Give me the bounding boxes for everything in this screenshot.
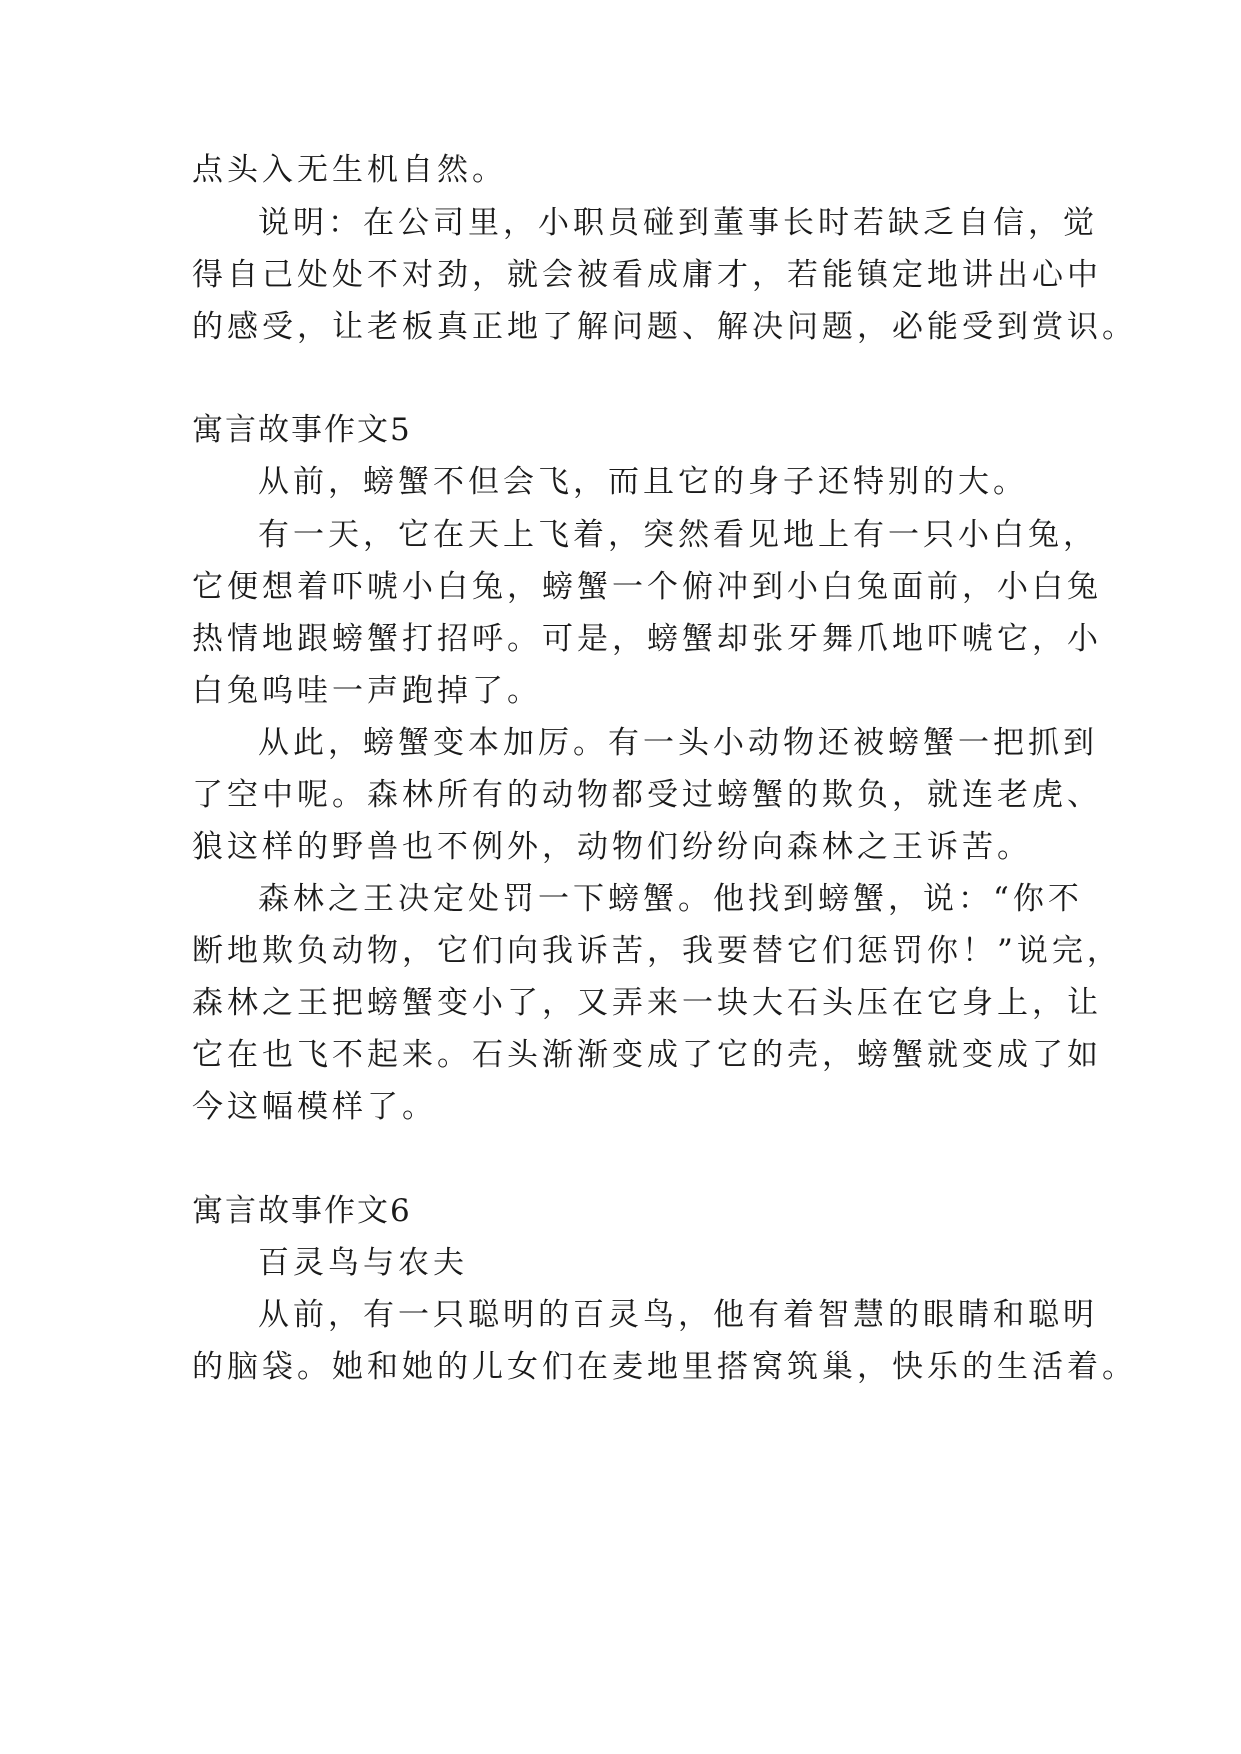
paragraph-line: 狼这样的野兽也不例外，动物们纷纷向森林之王诉苦。 [192,829,1032,865]
paragraph-line: 从前，有一只聪明的百灵鸟，他有着智慧的眼睛和聪明 [258,1297,1098,1333]
paragraph-line: 有一天，它在天上飞着，突然看见地上有一只小白兔， [258,517,1098,553]
section-heading: 寓言故事作文6 [192,1193,412,1229]
paragraph-line: 的脑袋。她和她的儿女们在麦地里搭窝筑巢，快乐的生活着。 [192,1349,1137,1385]
paragraph-line: 今这幅模样了。 [192,1089,437,1125]
paragraph-line: 断地欺负动物，它们向我诉苦，我要替它们惩罚你！”说完， [192,933,1122,969]
paragraph-line: 森林之王把螃蟹变小了，又弄来一块大石头压在它身上，让 [192,985,1102,1021]
paragraph-line: 森林之王决定处罚一下螃蟹。他找到螃蟹，说：“你不 [258,881,1083,917]
paragraph-line: 白兔呜哇一声跑掉了。 [192,673,542,709]
paragraph-line: 从此，螃蟹变本加厉。有一头小动物还被螃蟹一把抓到 [258,725,1098,761]
paragraph-line: 说明：在公司里，小职员碰到董事长时若缺乏自信，觉 [258,205,1098,241]
story-title: 百灵鸟与农夫 [258,1245,468,1281]
section-heading: 寓言故事作文5 [192,412,412,448]
paragraph-line: 它在也飞不起来。石头渐渐变成了它的壳，螃蟹就变成了如 [192,1037,1102,1073]
paragraph-line: 热情地跟螃蟹打招呼。可是，螃蟹却张牙舞爪地吓唬它，小 [192,621,1102,657]
paragraph-line: 从前，螃蟹不但会飞，而且它的身子还特别的大。 [258,464,1028,500]
paragraph-line: 了空中呢。森林所有的动物都受过螃蟹的欺负，就连老虎、 [192,777,1102,813]
paragraph-line: 的感受，让老板真正地了解问题、解决问题，必能受到赏识。 [192,309,1137,345]
paragraph-line: 得自己处处不对劲，就会被看成庸才，若能镇定地讲出心中 [192,257,1102,293]
paragraph-line: 它便想着吓唬小白兔，螃蟹一个俯冲到小白兔面前，小白兔 [192,569,1102,605]
paragraph-line: 点头入无生机自然。 [192,152,507,188]
